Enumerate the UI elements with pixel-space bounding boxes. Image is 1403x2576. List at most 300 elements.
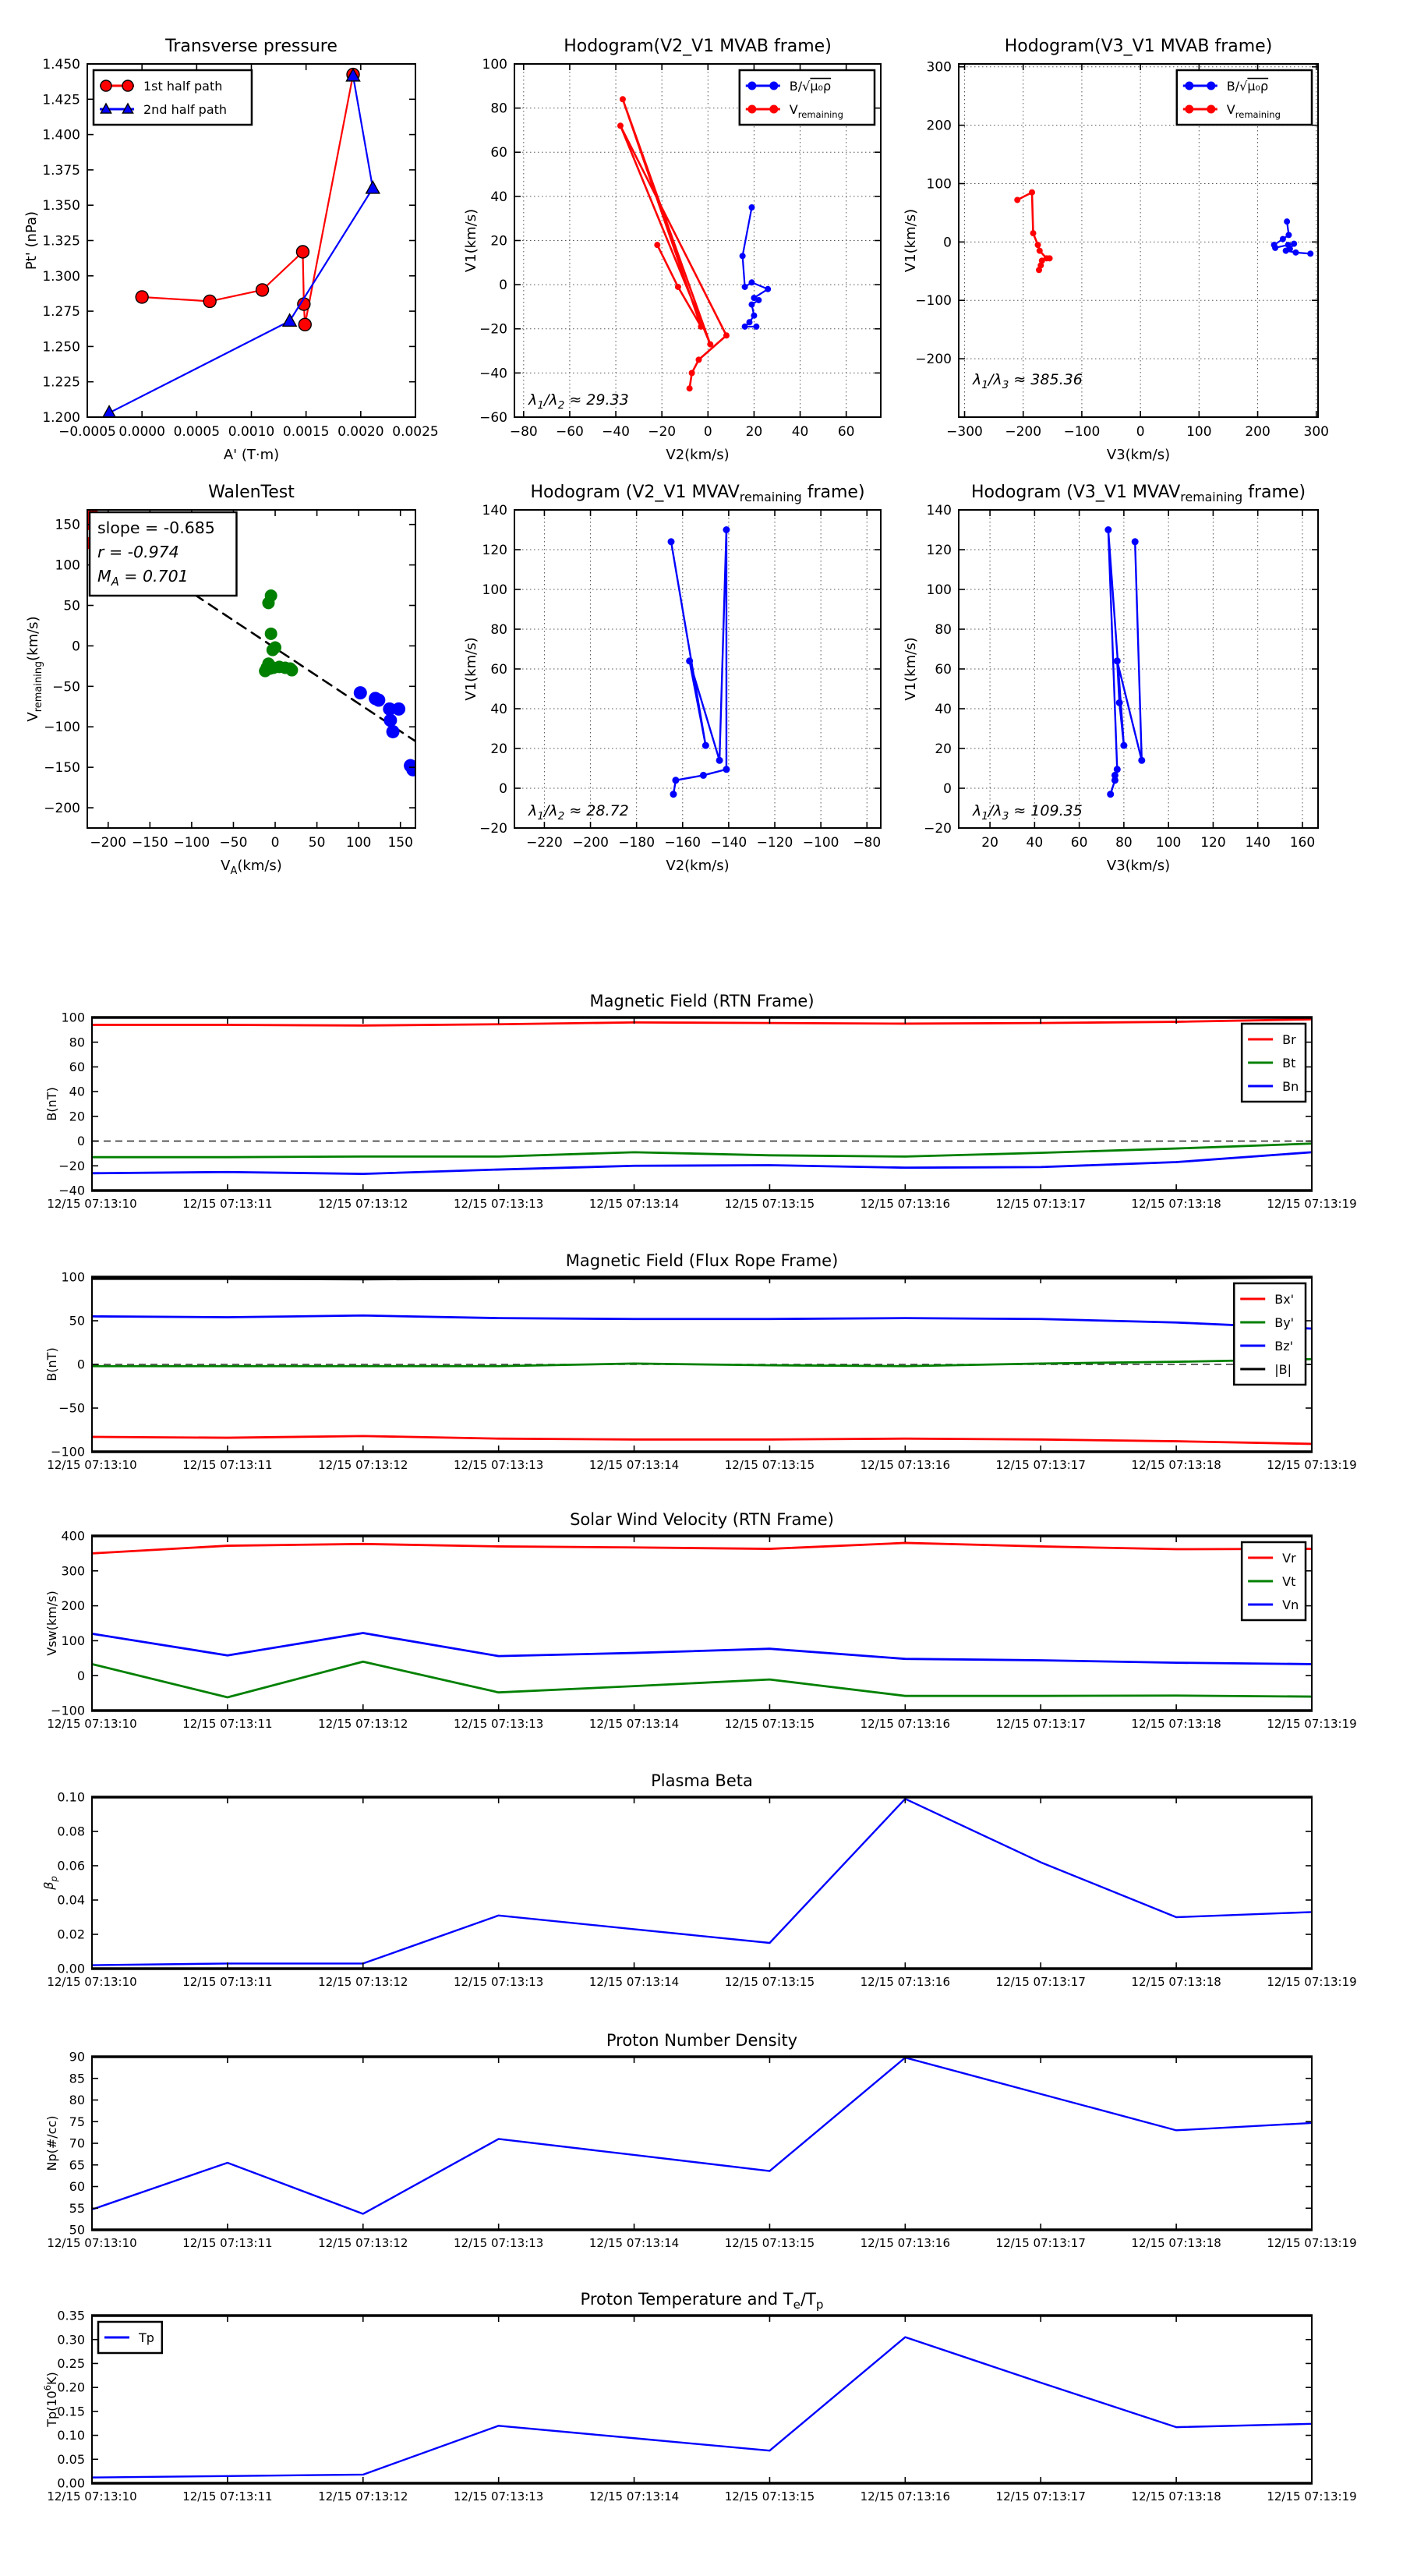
y-tick-label: 60 xyxy=(69,1060,85,1075)
y-tick-label: 150 xyxy=(55,517,80,533)
legend-label: 1st half path xyxy=(143,78,223,94)
x-tick-label: 100 xyxy=(1186,424,1212,440)
point-marker xyxy=(1291,241,1297,247)
legend-label: Bt xyxy=(1282,1055,1296,1070)
point-marker xyxy=(354,686,367,699)
y-tick-label: 0.20 xyxy=(57,2380,85,2395)
point-marker xyxy=(203,295,216,307)
x-tick-label: 12/15 07:13:15 xyxy=(724,1717,815,1731)
x-tick-label: 140 xyxy=(1245,835,1270,851)
point-marker xyxy=(672,777,679,784)
panel-title: Magnetic Field (Flux Rope Frame) xyxy=(565,1251,839,1270)
y-tick-label: 140 xyxy=(482,502,507,518)
y-tick-label: 65 xyxy=(69,2157,85,2173)
point-marker xyxy=(392,702,405,716)
x-tick-label: 12/15 07:13:16 xyxy=(860,2489,951,2503)
x-tick-label: 160 xyxy=(1289,835,1316,851)
x-axis-label: V2(km/s) xyxy=(666,447,730,463)
series-beta_p xyxy=(92,1799,1312,1965)
point-marker xyxy=(1284,218,1290,225)
series-V trace xyxy=(671,530,726,794)
x-tick-label: 12/15 07:13:11 xyxy=(182,1197,273,1211)
series-Bn xyxy=(92,1152,1312,1174)
x-tick-label: 12/15 07:13:10 xyxy=(47,2489,137,2503)
point-marker xyxy=(689,370,695,376)
panel-title: Hodogram (V3_V1 $MVAV_{remaining}$ frame) xyxy=(970,483,1306,504)
point-marker xyxy=(695,356,702,363)
annotation-text: $\lambda_1/\lambda_2 \approx 28.72$ xyxy=(528,802,629,823)
series-group xyxy=(617,96,771,391)
panel-plasma-beta xyxy=(41,1771,1357,1989)
y-tick-label: 1.250 xyxy=(42,339,80,356)
point-marker xyxy=(769,82,778,90)
panel-mag-flux-rope xyxy=(44,1251,1357,1472)
point-marker xyxy=(1132,538,1139,545)
x-tick-label: 12/15 07:13:17 xyxy=(995,2236,1086,2250)
point-marker xyxy=(387,725,400,738)
x-tick-label: 12/15 07:13:18 xyxy=(1131,1197,1221,1211)
panel-vsw-rtn xyxy=(44,1510,1357,1731)
legend-label: Bx' xyxy=(1274,1291,1295,1307)
point-marker xyxy=(267,644,279,656)
x-tick-label: 12/15 07:13:13 xyxy=(453,1197,544,1211)
legend-label: Vr xyxy=(1282,1550,1296,1566)
x-tick-label: 12/15 07:13:10 xyxy=(47,1717,137,1731)
point-marker xyxy=(1272,245,1278,251)
y-tick-label: −100 xyxy=(915,293,952,310)
x-tick-label: 200 xyxy=(1245,424,1270,440)
y-tick-label: 80 xyxy=(490,101,507,117)
x-tick-label: 20 xyxy=(981,835,998,851)
x-tick-label: 12/15 07:13:16 xyxy=(860,2236,951,2250)
y-tick-label: 0.35 xyxy=(57,2308,85,2323)
y-tick-label: 90 xyxy=(69,2049,85,2065)
y-tick-label: 100 xyxy=(55,557,80,574)
x-tick-label: 12/15 07:13:19 xyxy=(1267,1975,1357,1989)
x-tick-label: 40 xyxy=(791,424,809,440)
x-tick-label: 12/15 07:13:18 xyxy=(1131,1458,1221,1472)
legend-label: 2nd half path xyxy=(143,101,228,117)
point-marker xyxy=(285,664,298,677)
x-tick-label: 12/15 07:13:11 xyxy=(182,2489,273,2503)
y-tick-label: −40 xyxy=(479,366,507,382)
y-tick-label: −100 xyxy=(51,1703,85,1718)
point-marker xyxy=(702,742,709,749)
y-tick-label: 0 xyxy=(943,780,952,797)
x-tick-label: −60 xyxy=(555,424,584,440)
y-axis-label: V1(km/s) xyxy=(903,208,919,273)
point-marker xyxy=(742,284,748,290)
y-tick-label: 40 xyxy=(935,701,952,717)
x-tick-label: 12/15 07:13:17 xyxy=(995,1717,1086,1731)
x-tick-label: 12/15 07:13:17 xyxy=(995,1975,1086,1989)
y-tick-label: 0.02 xyxy=(57,1927,85,1942)
point-marker xyxy=(1029,189,1035,196)
legend-label: Vn xyxy=(1282,1597,1299,1612)
series-group xyxy=(1104,526,1145,798)
y-tick-label: 120 xyxy=(926,542,952,558)
point-marker xyxy=(1207,82,1215,90)
series-Bt xyxy=(92,1144,1312,1157)
y-tick-label: 0.00 xyxy=(57,2475,85,2491)
y-tick-label: 100 xyxy=(61,1010,85,1025)
point-marker xyxy=(1292,249,1299,256)
point-marker xyxy=(765,286,771,292)
y-tick-label: 1.425 xyxy=(42,92,80,108)
y-tick-label: 0 xyxy=(943,235,952,251)
x-tick-label: 12/15 07:13:15 xyxy=(724,2489,815,2503)
x-tick-label: 12/15 07:13:19 xyxy=(1267,1458,1357,1472)
point-marker xyxy=(372,693,385,706)
point-marker xyxy=(1283,248,1289,254)
point-marker xyxy=(686,657,693,664)
y-tick-label: 100 xyxy=(482,582,507,598)
x-tick-label: 12/15 07:13:18 xyxy=(1131,1975,1221,1989)
x-tick-label: −0.0005 xyxy=(58,424,116,440)
x-tick-label: 12/15 07:13:12 xyxy=(318,2236,408,2250)
legend-label: Vt xyxy=(1282,1573,1296,1589)
x-tick-label: 12/15 07:13:16 xyxy=(860,1197,951,1211)
x-tick-label: 12/15 07:13:12 xyxy=(318,2489,408,2503)
panel-title: Plasma Beta xyxy=(651,1771,753,1790)
point-marker xyxy=(716,757,723,764)
y-tick-label: 400 xyxy=(61,1528,85,1544)
point-marker xyxy=(1030,230,1037,236)
series-V trace xyxy=(1108,530,1142,794)
series-2nd half path xyxy=(109,76,373,412)
y-tick-label: 1.225 xyxy=(42,374,80,391)
x-tick-label: 12/15 07:13:11 xyxy=(182,2236,273,2250)
series-Vr xyxy=(92,1543,1312,1553)
series-Bx' xyxy=(92,1436,1312,1444)
y-tick-label: 0.05 xyxy=(57,2451,85,2467)
x-tick-label: −150 xyxy=(131,835,168,851)
y-tick-label: 300 xyxy=(61,1563,85,1579)
x-tick-label: 50 xyxy=(308,835,326,851)
y-tick-label: 50 xyxy=(63,598,80,614)
point-marker xyxy=(101,80,111,91)
x-tick-label: 12/15 07:13:10 xyxy=(47,1975,137,1989)
y-tick-label: 0.00 xyxy=(57,1961,85,1976)
point-marker xyxy=(1116,699,1123,706)
point-marker xyxy=(299,318,311,331)
stats-line: slope = -0.685 xyxy=(97,518,215,537)
point-marker xyxy=(654,242,660,248)
x-axis-label: V3(km/s) xyxy=(1106,858,1171,874)
y-tick-label: 40 xyxy=(490,189,507,205)
x-axis-label: A' (T·m) xyxy=(223,447,280,463)
y-tick-label: 0 xyxy=(499,780,507,797)
annotation-text: $\lambda_1/\lambda_3 \approx 385.36$ xyxy=(973,371,1083,391)
x-tick-label: 150 xyxy=(387,835,413,851)
point-marker xyxy=(698,324,704,330)
series-By' xyxy=(92,1359,1312,1366)
panel-title: Solar Wind Velocity (RTN Frame) xyxy=(570,1510,834,1529)
y-tick-label: 100 xyxy=(61,1269,85,1285)
y-tick-label: 0.04 xyxy=(57,1892,85,1908)
y-tick-label: 0.10 xyxy=(57,2428,85,2443)
point-marker xyxy=(136,291,148,303)
y-tick-label: −200 xyxy=(44,800,80,816)
x-tick-label: −100 xyxy=(1063,424,1101,440)
y-tick-label: 0 xyxy=(76,1134,85,1149)
annotation-text: $\lambda_1/\lambda_3 \approx 109.35$ xyxy=(973,802,1083,823)
triangle-marker xyxy=(366,181,380,193)
x-tick-label: −80 xyxy=(509,424,538,440)
point-marker xyxy=(262,596,274,609)
x-tick-label: 12/15 07:13:12 xyxy=(318,1717,408,1731)
y-tick-label: 0.15 xyxy=(57,2404,85,2419)
x-tick-label: 12/15 07:13:13 xyxy=(453,2489,544,2503)
x-tick-label: 12/15 07:13:10 xyxy=(47,2236,137,2250)
y-tick-label: −50 xyxy=(58,1400,85,1416)
y-tick-label: 60 xyxy=(935,661,952,678)
y-tick-label: −50 xyxy=(52,679,80,695)
stats-line: r = -0.974 xyxy=(97,543,179,561)
y-tick-label: 75 xyxy=(69,2114,85,2129)
y-tick-label: 1.375 xyxy=(42,162,80,179)
y-tick-label: 100 xyxy=(61,1633,85,1648)
series-Tp xyxy=(92,2337,1312,2478)
y-tick-label: 1.300 xyxy=(42,268,80,285)
y-axis-label: V1(km/s) xyxy=(903,637,919,701)
point-marker xyxy=(1104,526,1111,533)
point-marker xyxy=(620,96,626,102)
x-tick-label: 0.0005 xyxy=(173,424,221,440)
point-marker xyxy=(668,538,675,545)
x-tick-label: 12/15 07:13:19 xyxy=(1267,1197,1357,1211)
point-marker xyxy=(406,763,419,777)
x-tick-label: 60 xyxy=(837,424,855,440)
y-tick-label: 1.200 xyxy=(42,409,80,426)
point-marker xyxy=(122,80,133,91)
point-marker xyxy=(617,122,624,129)
point-marker xyxy=(1120,742,1127,749)
x-tick-label: 12/15 07:13:14 xyxy=(588,1717,680,1731)
x-tick-label: 12/15 07:13:15 xyxy=(724,1458,815,1472)
point-marker xyxy=(1035,242,1041,248)
panel-title: Magnetic Field (RTN Frame) xyxy=(589,992,815,1010)
x-tick-label: 12/15 07:13:14 xyxy=(588,2236,680,2250)
point-marker xyxy=(265,628,277,640)
x-tick-label: 12/15 07:13:19 xyxy=(1267,1717,1357,1731)
x-tick-label: −140 xyxy=(710,835,747,851)
series-group xyxy=(92,1543,1312,1697)
x-tick-label: 12/15 07:13:16 xyxy=(860,1458,951,1472)
y-tick-label: 20 xyxy=(490,741,507,757)
y-tick-label: −20 xyxy=(479,820,507,837)
series-group xyxy=(92,1278,1312,1444)
point-marker xyxy=(675,284,681,290)
point-marker xyxy=(753,324,759,330)
x-tick-label: 12/15 07:13:11 xyxy=(182,1717,273,1731)
y-tick-label: 20 xyxy=(490,233,507,249)
x-tick-label: 12/15 07:13:19 xyxy=(1267,2489,1357,2503)
y-tick-label: 120 xyxy=(482,542,507,558)
legend-label: By' xyxy=(1274,1315,1295,1330)
x-tick-label: 12/15 07:13:18 xyxy=(1131,2236,1221,2250)
x-tick-label: −200 xyxy=(572,835,609,851)
y-tick-label: 20 xyxy=(935,741,952,757)
y-tick-label: 80 xyxy=(490,621,507,638)
triangle-marker xyxy=(103,406,116,418)
point-marker xyxy=(755,297,762,303)
x-tick-label: 0.0020 xyxy=(337,424,384,440)
y-tick-label: −200 xyxy=(915,352,952,368)
point-marker xyxy=(1280,236,1286,242)
y-tick-label: −20 xyxy=(58,1158,85,1173)
point-marker xyxy=(1036,267,1042,273)
series-group xyxy=(668,526,730,798)
x-tick-label: 12/15 07:13:14 xyxy=(588,1197,680,1211)
x-tick-label: −200 xyxy=(1005,424,1042,440)
series-Np xyxy=(92,2058,1312,2213)
y-tick-label: 85 xyxy=(69,2071,85,2086)
x-axis-label: V3(km/s) xyxy=(1106,447,1171,463)
triangle-marker xyxy=(283,314,296,326)
legend-label: |B| xyxy=(1274,1361,1292,1377)
x-tick-label: 12/15 07:13:12 xyxy=(318,1975,408,1989)
y-tick-label: 70 xyxy=(69,2135,85,2151)
legend-label: $V_{remaining}$ xyxy=(1226,101,1281,120)
point-marker xyxy=(1107,791,1114,798)
y-axis-label: V1(km/s) xyxy=(463,637,479,701)
y-tick-label: −60 xyxy=(479,409,507,426)
x-tick-label: 40 xyxy=(1026,835,1044,851)
series-B/√{μ₀ρ} xyxy=(743,207,769,327)
x-tick-label: 12/15 07:13:13 xyxy=(453,2236,544,2250)
y-tick-label: −100 xyxy=(51,1444,85,1460)
y-axis-label: V1(km/s) xyxy=(463,208,479,273)
x-tick-label: −80 xyxy=(853,835,882,851)
y-tick-label: 20 xyxy=(69,1109,85,1124)
x-tick-label: −100 xyxy=(802,835,839,851)
y-axis-label: Vsw(km/s) xyxy=(44,1591,59,1656)
panel-title: Transverse pressure xyxy=(165,37,337,56)
y-tick-label: −20 xyxy=(924,820,952,837)
point-marker xyxy=(1207,105,1215,114)
series-group xyxy=(1014,189,1313,274)
y-tick-label: 0.25 xyxy=(57,2356,85,2372)
y-tick-label: 100 xyxy=(926,176,952,193)
point-marker xyxy=(1114,657,1121,664)
x-tick-label: −100 xyxy=(173,835,210,851)
panel-proton-density xyxy=(44,2031,1357,2250)
y-tick-label: 80 xyxy=(935,621,952,638)
y-tick-label: 0 xyxy=(72,639,80,655)
legend-label: Br xyxy=(1282,1031,1296,1047)
point-marker xyxy=(1138,757,1145,764)
x-tick-label: 12/15 07:13:10 xyxy=(47,1197,137,1211)
y-tick-label: 80 xyxy=(69,2093,85,2108)
panel-mag-rtn xyxy=(44,992,1357,1211)
legend-label: Tp xyxy=(139,2330,154,2345)
x-tick-label: 12/15 07:13:19 xyxy=(1267,2236,1357,2250)
axes-frame xyxy=(92,2057,1312,2230)
point-marker xyxy=(751,313,757,319)
x-tick-label: 12/15 07:13:16 xyxy=(860,1975,951,1989)
series-group xyxy=(92,2337,1312,2478)
x-axis-label: $V_A(km/s)$ xyxy=(221,858,282,877)
x-tick-label: 0 xyxy=(1136,424,1145,440)
y-tick-label: 0 xyxy=(76,1668,85,1683)
y-tick-label: 140 xyxy=(926,502,952,518)
x-tick-label: −120 xyxy=(756,835,793,851)
series-group xyxy=(92,1799,1312,1965)
y-tick-label: −20 xyxy=(479,321,507,338)
y-tick-label: −40 xyxy=(58,1183,85,1198)
panel-title: Hodogram (V2_V1 $MVAV_{remaining}$ frame) xyxy=(530,483,865,504)
y-tick-label: 40 xyxy=(69,1084,85,1099)
point-marker xyxy=(740,253,746,259)
point-marker xyxy=(1285,232,1292,238)
y-axis-label: Pt' (nPa) xyxy=(23,211,40,271)
point-marker xyxy=(296,246,309,258)
x-tick-label: 12/15 07:13:13 xyxy=(453,1717,544,1731)
x-tick-label: −20 xyxy=(648,424,677,440)
y-tick-label: 60 xyxy=(69,2179,85,2195)
y-tick-label: 100 xyxy=(926,582,952,598)
point-marker xyxy=(748,204,755,211)
y-tick-label: 50 xyxy=(69,2222,85,2238)
x-axis-label: V2(km/s) xyxy=(666,858,730,874)
y-tick-label: 0.06 xyxy=(57,1858,85,1874)
point-marker xyxy=(1185,105,1193,114)
y-tick-label: 0 xyxy=(76,1357,85,1372)
point-marker xyxy=(747,105,756,114)
x-tick-label: 12/15 07:13:17 xyxy=(995,1197,1086,1211)
point-marker xyxy=(687,385,693,391)
annotation-text: $\lambda_1/\lambda_2 \approx 29.33$ xyxy=(528,391,629,412)
x-tick-label: 0.0015 xyxy=(282,424,330,440)
x-tick-label: 12/15 07:13:11 xyxy=(182,1975,273,1989)
y-axis-label: $V_{remaining}(km/s)$ xyxy=(25,616,44,722)
point-marker xyxy=(747,319,753,325)
panel-title: Hodogram(V2_V1 MVAB frame) xyxy=(564,37,832,56)
x-tick-label: 12/15 07:13:14 xyxy=(588,1458,680,1472)
y-tick-label: 1.350 xyxy=(42,198,80,214)
panel-title: WalenTest xyxy=(208,483,295,502)
legend-label: B/√μ₀ρ xyxy=(789,78,832,94)
y-tick-label: 0 xyxy=(499,278,507,294)
panel-walen-test xyxy=(25,483,419,877)
series-group xyxy=(92,2058,1312,2213)
y-tick-label: 200 xyxy=(61,1598,85,1614)
y-tick-label: 300 xyxy=(926,59,952,76)
x-tick-label: 80 xyxy=(1115,835,1133,851)
x-tick-label: −40 xyxy=(602,424,631,440)
panel-hodogram-v3v1-mvav xyxy=(903,483,1318,874)
y-tick-label: 1.450 xyxy=(42,56,80,73)
x-tick-label: 12/15 07:13:13 xyxy=(453,1975,544,1989)
point-marker xyxy=(747,82,756,90)
y-axis-label: $\beta_p$ xyxy=(41,1876,59,1890)
x-tick-label: −200 xyxy=(90,835,127,851)
x-tick-label: 12/15 07:13:12 xyxy=(318,1197,408,1211)
x-tick-label: −180 xyxy=(618,835,656,851)
y-tick-label: 0.08 xyxy=(57,1824,85,1839)
point-marker xyxy=(723,526,730,533)
point-marker xyxy=(1185,82,1193,90)
x-tick-label: 12/15 07:13:12 xyxy=(318,1458,408,1472)
axes-frame xyxy=(92,2316,1312,2483)
x-tick-label: 12/15 07:13:14 xyxy=(588,1975,680,1989)
x-tick-label: 12/15 07:13:16 xyxy=(860,1717,951,1731)
legend-label: Bn xyxy=(1282,1078,1299,1094)
x-tick-label: 12/15 07:13:11 xyxy=(182,1458,273,1472)
point-marker xyxy=(748,302,755,308)
legend-label: $V_{remaining}$ xyxy=(789,101,843,120)
